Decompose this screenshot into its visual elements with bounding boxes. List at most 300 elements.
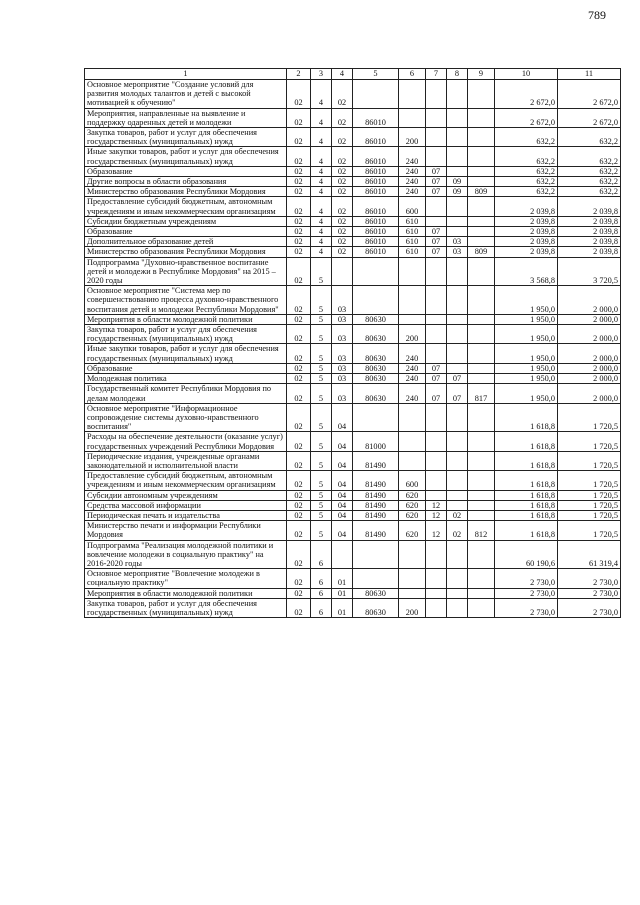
code-cell xyxy=(426,325,447,344)
code-cell xyxy=(468,216,495,226)
code-cell: 03 xyxy=(332,325,353,344)
code-cell: 02 xyxy=(287,471,311,490)
code-cell xyxy=(353,286,399,315)
code-cell: 81490 xyxy=(353,510,399,520)
row-name-cell: Предоставление субсидий бюджетным, автономным учреждениям и иным некоммерческим организациям xyxy=(85,197,287,216)
code-cell: 80630 xyxy=(353,344,399,363)
code-cell xyxy=(468,147,495,166)
amount-cell: 60 190,6 xyxy=(495,540,558,569)
code-cell: 610 xyxy=(399,227,426,237)
code-cell xyxy=(468,510,495,520)
amount-cell: 632,2 xyxy=(495,128,558,147)
amount-cell: 3 568,8 xyxy=(495,257,558,286)
code-cell xyxy=(468,588,495,598)
header-cell: 7 xyxy=(426,69,447,80)
code-cell xyxy=(468,108,495,127)
code-cell: 809 xyxy=(468,187,495,197)
code-cell xyxy=(426,598,447,617)
amount-cell: 2 000,0 xyxy=(558,384,621,403)
code-cell xyxy=(399,451,426,470)
code-cell: 80630 xyxy=(353,384,399,403)
code-cell: 5 xyxy=(311,325,332,344)
code-cell: 02 xyxy=(287,166,311,176)
table-row xyxy=(85,521,621,540)
code-cell: 4 xyxy=(311,237,332,247)
code-cell: 02 xyxy=(287,147,311,166)
code-cell: 4 xyxy=(311,227,332,237)
code-cell: 240 xyxy=(399,166,426,176)
amount-cell: 1 618,8 xyxy=(495,471,558,490)
code-cell: 02 xyxy=(287,384,311,403)
amount-cell: 632,2 xyxy=(558,147,621,166)
code-cell xyxy=(468,363,495,373)
code-cell: 02 xyxy=(287,216,311,226)
code-cell: 5 xyxy=(311,403,332,432)
amount-cell: 1 618,8 xyxy=(495,490,558,500)
code-cell xyxy=(426,403,447,432)
code-cell: 620 xyxy=(399,500,426,510)
code-cell xyxy=(468,500,495,510)
code-cell: 03 xyxy=(332,384,353,403)
code-cell: 02 xyxy=(287,108,311,127)
code-cell xyxy=(426,197,447,216)
code-cell: 02 xyxy=(332,197,353,216)
code-cell: 240 xyxy=(399,363,426,373)
code-cell: 02 xyxy=(287,374,311,384)
row-name-cell: Государственный комитет Республики Мордовия по делам молодежи xyxy=(85,384,287,403)
code-cell: 817 xyxy=(468,384,495,403)
code-cell: 07 xyxy=(426,187,447,197)
amount-cell: 2 000,0 xyxy=(558,314,621,324)
code-cell: 01 xyxy=(332,588,353,598)
code-cell: 812 xyxy=(468,521,495,540)
header-cell: 4 xyxy=(332,69,353,80)
table-row xyxy=(85,363,621,373)
amount-cell: 2 039,8 xyxy=(495,227,558,237)
code-cell: 02 xyxy=(332,80,353,109)
code-cell xyxy=(468,227,495,237)
code-cell: 02 xyxy=(332,166,353,176)
table-row xyxy=(85,569,621,588)
amount-cell: 632,2 xyxy=(495,187,558,197)
code-cell xyxy=(399,108,426,127)
code-cell xyxy=(447,147,468,166)
code-cell xyxy=(468,451,495,470)
code-cell xyxy=(399,540,426,569)
code-cell xyxy=(468,80,495,109)
code-cell: 5 xyxy=(311,344,332,363)
code-cell xyxy=(399,80,426,109)
code-cell xyxy=(468,403,495,432)
amount-cell: 632,2 xyxy=(495,147,558,166)
code-cell xyxy=(426,108,447,127)
amount-cell: 1 950,0 xyxy=(495,286,558,315)
code-cell xyxy=(447,286,468,315)
amount-cell: 632,2 xyxy=(558,187,621,197)
code-cell: 5 xyxy=(311,510,332,520)
code-cell: 04 xyxy=(332,403,353,432)
code-cell xyxy=(353,403,399,432)
code-cell: 6 xyxy=(311,598,332,617)
code-cell: 600 xyxy=(399,197,426,216)
amount-cell: 2 039,8 xyxy=(558,197,621,216)
code-cell xyxy=(468,166,495,176)
amount-cell: 1 720,5 xyxy=(558,432,621,451)
code-cell: 02 xyxy=(287,187,311,197)
code-cell: 02 xyxy=(287,432,311,451)
row-name-cell: Основное мероприятие "Вовлечение молодежи в социальную практику" xyxy=(85,569,287,588)
code-cell: 4 xyxy=(311,177,332,187)
row-name-cell: Молодежная политика xyxy=(85,374,287,384)
code-cell xyxy=(468,540,495,569)
code-cell: 200 xyxy=(399,325,426,344)
code-cell: 80630 xyxy=(353,588,399,598)
code-cell xyxy=(447,108,468,127)
table-row xyxy=(85,197,621,216)
row-name-cell: Периодические издания, учрежденные органами законодательной и исполнительной власти xyxy=(85,451,287,470)
code-cell xyxy=(353,257,399,286)
code-cell: 04 xyxy=(332,510,353,520)
code-cell: 07 xyxy=(426,374,447,384)
amount-cell: 1 720,5 xyxy=(558,510,621,520)
code-cell: 4 xyxy=(311,216,332,226)
row-name-cell: Основное мероприятие "Создание условий для развития молодых талантов и детей с высокой мотивацией к обучению" xyxy=(85,80,287,109)
code-cell: 07 xyxy=(426,227,447,237)
code-cell: 09 xyxy=(447,177,468,187)
amount-cell: 2 000,0 xyxy=(558,325,621,344)
code-cell: 03 xyxy=(447,237,468,247)
code-cell xyxy=(468,177,495,187)
code-cell: 5 xyxy=(311,500,332,510)
amount-cell: 2 730,0 xyxy=(558,598,621,617)
code-cell: 6 xyxy=(311,540,332,569)
amount-cell: 2 730,0 xyxy=(558,588,621,598)
code-cell: 600 xyxy=(399,471,426,490)
code-cell: 4 xyxy=(311,187,332,197)
code-cell xyxy=(468,432,495,451)
row-name-cell: Иные закупки товаров, работ и услуг для обеспечения государственных (муниципальных) нужд xyxy=(85,344,287,363)
amount-cell: 1 950,0 xyxy=(495,384,558,403)
table-row xyxy=(85,344,621,363)
code-cell xyxy=(399,314,426,324)
amount-cell: 2 000,0 xyxy=(558,286,621,315)
header-cell: 10 xyxy=(495,69,558,80)
code-cell xyxy=(447,216,468,226)
code-cell: 86010 xyxy=(353,237,399,247)
code-cell: 07 xyxy=(426,247,447,257)
code-cell: 02 xyxy=(287,227,311,237)
row-name-cell: Закупка товаров, работ и услуг для обеспечения государственных (муниципальных) нужд xyxy=(85,325,287,344)
code-cell: 07 xyxy=(447,384,468,403)
table-row xyxy=(85,588,621,598)
code-cell: 240 xyxy=(399,177,426,187)
code-cell: 02 xyxy=(332,237,353,247)
code-cell: 02 xyxy=(287,540,311,569)
row-name-cell: Иные закупки товаров, работ и услуг для обеспечения государственных (муниципальных) нужд xyxy=(85,147,287,166)
code-cell xyxy=(447,128,468,147)
code-cell: 03 xyxy=(332,363,353,373)
code-cell: 07 xyxy=(447,374,468,384)
code-cell: 02 xyxy=(287,314,311,324)
amount-cell: 2 039,8 xyxy=(558,216,621,226)
row-name-cell: Образование xyxy=(85,227,287,237)
code-cell xyxy=(426,540,447,569)
code-cell: 200 xyxy=(399,598,426,617)
code-cell: 02 xyxy=(287,500,311,510)
table-row xyxy=(85,80,621,109)
row-name-cell: Основное мероприятие "Информационное сопровождение системы духовно-нравственного воспитания" xyxy=(85,403,287,432)
code-cell: 02 xyxy=(332,177,353,187)
amount-cell: 1 720,5 xyxy=(558,521,621,540)
code-cell: 5 xyxy=(311,314,332,324)
code-cell: 86010 xyxy=(353,128,399,147)
code-cell xyxy=(447,363,468,373)
code-cell: 03 xyxy=(447,247,468,257)
code-cell: 240 xyxy=(399,187,426,197)
code-cell: 5 xyxy=(311,257,332,286)
amount-cell: 1 950,0 xyxy=(495,314,558,324)
table-row xyxy=(85,187,621,197)
header-cell: 1 xyxy=(85,69,287,80)
code-cell: 12 xyxy=(426,521,447,540)
code-cell: 81490 xyxy=(353,451,399,470)
amount-cell: 632,2 xyxy=(558,177,621,187)
code-cell: 86010 xyxy=(353,166,399,176)
table-row xyxy=(85,403,621,432)
code-cell xyxy=(468,257,495,286)
code-cell xyxy=(399,569,426,588)
code-cell xyxy=(468,374,495,384)
amount-cell: 2 672,0 xyxy=(558,80,621,109)
table-row xyxy=(85,128,621,147)
code-cell xyxy=(447,540,468,569)
code-cell: 02 xyxy=(287,598,311,617)
code-cell: 12 xyxy=(426,500,447,510)
code-cell: 02 xyxy=(332,187,353,197)
amount-cell: 1 720,5 xyxy=(558,490,621,500)
code-cell: 03 xyxy=(332,374,353,384)
amount-cell: 632,2 xyxy=(495,166,558,176)
code-cell xyxy=(447,197,468,216)
code-cell xyxy=(399,286,426,315)
code-cell xyxy=(447,500,468,510)
code-cell xyxy=(468,286,495,315)
row-name-cell: Министерство образования Республики Мордовия xyxy=(85,247,287,257)
code-cell: 5 xyxy=(311,451,332,470)
code-cell: 02 xyxy=(287,80,311,109)
amount-cell: 2 730,0 xyxy=(495,569,558,588)
code-cell: 02 xyxy=(287,521,311,540)
table-row xyxy=(85,325,621,344)
code-cell: 5 xyxy=(311,471,332,490)
code-cell xyxy=(447,227,468,237)
code-cell: 5 xyxy=(311,521,332,540)
code-cell xyxy=(468,598,495,617)
code-cell: 02 xyxy=(332,247,353,257)
table-row xyxy=(85,451,621,470)
amount-cell: 2 000,0 xyxy=(558,363,621,373)
table-row xyxy=(85,237,621,247)
code-cell xyxy=(447,80,468,109)
code-cell: 12 xyxy=(426,510,447,520)
row-name-cell: Предоставление субсидий бюджетным, автономным учреждениям и иным некоммерческим организациям xyxy=(85,471,287,490)
code-cell: 02 xyxy=(332,227,353,237)
code-cell: 809 xyxy=(468,247,495,257)
amount-cell: 2 039,8 xyxy=(558,237,621,247)
code-cell: 5 xyxy=(311,286,332,315)
budget-table xyxy=(84,68,621,618)
header-cell: 6 xyxy=(399,69,426,80)
row-name-cell: Средства массовой информации xyxy=(85,500,287,510)
code-cell: 80630 xyxy=(353,325,399,344)
code-cell: 02 xyxy=(287,257,311,286)
code-cell: 610 xyxy=(399,237,426,247)
table-row xyxy=(85,257,621,286)
amount-cell: 2 000,0 xyxy=(558,344,621,363)
code-cell: 04 xyxy=(332,471,353,490)
code-cell xyxy=(447,166,468,176)
code-cell: 02 xyxy=(332,128,353,147)
code-cell: 03 xyxy=(332,286,353,315)
code-cell: 610 xyxy=(399,216,426,226)
code-cell: 5 xyxy=(311,363,332,373)
code-cell: 02 xyxy=(332,108,353,127)
row-name-cell: Мероприятия в области молодежной политики xyxy=(85,314,287,324)
code-cell: 4 xyxy=(311,128,332,147)
amount-cell: 2 672,0 xyxy=(495,80,558,109)
code-cell: 02 xyxy=(287,363,311,373)
code-cell: 240 xyxy=(399,384,426,403)
code-cell xyxy=(426,490,447,500)
code-cell: 81490 xyxy=(353,521,399,540)
code-cell xyxy=(426,216,447,226)
table-body xyxy=(85,80,621,618)
row-name-cell: Мероприятия, направленные на выявление и поддержку одаренных детей и молодежи xyxy=(85,108,287,127)
amount-cell: 632,2 xyxy=(495,177,558,187)
code-cell xyxy=(447,432,468,451)
code-cell xyxy=(426,471,447,490)
code-cell xyxy=(447,490,468,500)
code-cell xyxy=(447,451,468,470)
code-cell: 80630 xyxy=(353,598,399,617)
code-cell xyxy=(468,128,495,147)
code-cell: 80630 xyxy=(353,374,399,384)
table-row xyxy=(85,490,621,500)
header-cell: 8 xyxy=(447,69,468,80)
code-cell xyxy=(468,314,495,324)
table-row xyxy=(85,384,621,403)
code-cell: 86010 xyxy=(353,147,399,166)
amount-cell: 1 950,0 xyxy=(495,325,558,344)
code-cell: 02 xyxy=(287,128,311,147)
code-cell xyxy=(426,344,447,363)
amount-cell: 2 672,0 xyxy=(495,108,558,127)
code-cell: 81490 xyxy=(353,490,399,500)
code-cell xyxy=(447,569,468,588)
code-cell: 4 xyxy=(311,247,332,257)
code-cell: 03 xyxy=(332,314,353,324)
code-cell xyxy=(426,588,447,598)
table-row xyxy=(85,108,621,127)
code-cell xyxy=(447,325,468,344)
amount-cell: 1 618,8 xyxy=(495,521,558,540)
row-name-cell: Подпрограмма "Реализация молодежной политики и вовлечение молодежи в социальную практику" на 2016-2020 годы xyxy=(85,540,287,569)
code-cell xyxy=(447,403,468,432)
amount-cell: 2 039,8 xyxy=(495,237,558,247)
code-cell xyxy=(426,257,447,286)
code-cell: 200 xyxy=(399,128,426,147)
table-row xyxy=(85,247,621,257)
code-cell xyxy=(426,147,447,166)
code-cell: 02 xyxy=(332,147,353,166)
code-cell: 02 xyxy=(287,510,311,520)
amount-cell: 1 618,8 xyxy=(495,510,558,520)
code-cell: 620 xyxy=(399,521,426,540)
code-cell: 07 xyxy=(426,166,447,176)
code-cell: 81490 xyxy=(353,500,399,510)
amount-cell: 1 618,8 xyxy=(495,403,558,432)
table-row xyxy=(85,177,621,187)
code-cell xyxy=(426,80,447,109)
code-cell: 02 xyxy=(287,344,311,363)
row-name-cell: Периодическая печать и издательства xyxy=(85,510,287,520)
code-cell: 02 xyxy=(447,521,468,540)
amount-cell: 2 000,0 xyxy=(558,374,621,384)
code-cell xyxy=(447,588,468,598)
code-cell: 02 xyxy=(287,403,311,432)
code-cell: 09 xyxy=(447,187,468,197)
code-cell: 02 xyxy=(287,286,311,315)
code-cell: 04 xyxy=(332,490,353,500)
code-cell: 5 xyxy=(311,374,332,384)
code-cell: 5 xyxy=(311,490,332,500)
row-name-cell: Подпрограмма "Духовно-нравственное воспитание детей и молодежи в Республике Мордовия" на 2015 – 2020 годы xyxy=(85,257,287,286)
code-cell: 86010 xyxy=(353,187,399,197)
code-cell: 81000 xyxy=(353,432,399,451)
code-cell: 07 xyxy=(426,384,447,403)
code-cell xyxy=(447,471,468,490)
code-cell xyxy=(332,257,353,286)
code-cell xyxy=(399,432,426,451)
row-name-cell: Мероприятия в области молодежной политики xyxy=(85,588,287,598)
code-cell xyxy=(468,325,495,344)
code-cell: 02 xyxy=(287,569,311,588)
code-cell xyxy=(426,451,447,470)
code-cell: 86010 xyxy=(353,108,399,127)
code-cell: 01 xyxy=(332,569,353,588)
code-cell xyxy=(426,314,447,324)
amount-cell: 61 319,4 xyxy=(558,540,621,569)
header-cell: 5 xyxy=(353,69,399,80)
amount-cell: 3 720,5 xyxy=(558,257,621,286)
row-name-cell: Образование xyxy=(85,363,287,373)
code-cell: 4 xyxy=(311,108,332,127)
code-cell: 86010 xyxy=(353,177,399,187)
code-cell: 240 xyxy=(399,374,426,384)
code-cell: 81490 xyxy=(353,471,399,490)
amount-cell: 2 730,0 xyxy=(495,588,558,598)
code-cell: 4 xyxy=(311,197,332,216)
code-cell: 02 xyxy=(287,247,311,257)
row-name-cell: Другие вопросы в области образования xyxy=(85,177,287,187)
code-cell xyxy=(426,432,447,451)
code-cell: 02 xyxy=(287,451,311,470)
code-cell: 80630 xyxy=(353,314,399,324)
code-cell: 04 xyxy=(332,500,353,510)
amount-cell: 2 039,8 xyxy=(495,216,558,226)
code-cell: 02 xyxy=(287,177,311,187)
code-cell: 240 xyxy=(399,147,426,166)
